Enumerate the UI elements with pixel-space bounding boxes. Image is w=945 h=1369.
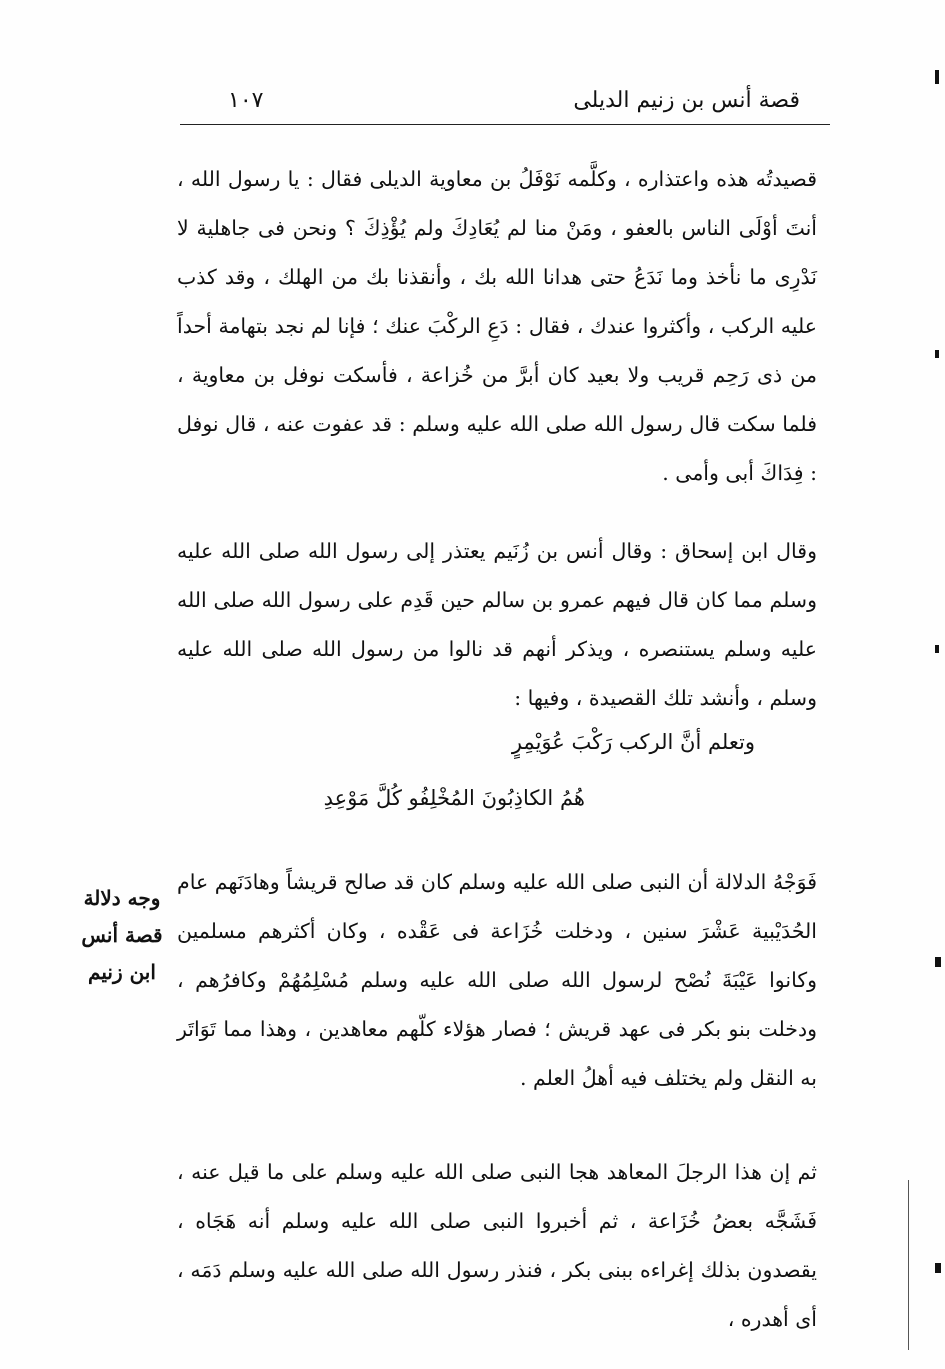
margin-note-line: قصة أنس	[81, 923, 163, 947]
margin-note	[72, 880, 172, 991]
chapter-title: قصة أنس بن زنيم الديلى	[573, 88, 800, 113]
scan-mark	[935, 957, 941, 967]
verse-first-hemistich: وتعلم أنَّ الركب رَكْبَ عُوَيْمِرٍ	[511, 730, 755, 754]
scan-mark	[935, 350, 939, 358]
running-header	[180, 84, 830, 125]
scan-mark	[935, 70, 939, 84]
scan-edge-line	[908, 1180, 909, 1350]
paragraph-2: وقال ابن إسحاق : وقال أنس بن زُنَيم يعتذر إلى رسول الله صلى الله عليه وسلم مما كان قال فيهم عمرو بن سالم حين قَدِم على رسول الله صلى الله عليه وسلم يستنصره ، ويذكر أنهم قد نالوا من رسول الله صلى الله عليه وسلم ، وأنشد تلك القصيدة ، وفيها :	[177, 539, 817, 710]
margin-note-line: ابن زنيم	[88, 960, 156, 984]
verse-second-hemistich: هُمُ الكاذِبُونَ المُخْلِفُو كُلَّ مَوْعِدِ	[323, 786, 585, 810]
paragraph-1: قصيدتُه هذه واعتذاره ، وكلَّمه نَوْفَلُ بن معاوية الديلى فقال : يا رسول الله ، أنتَ أوْلَى الناس بالعفو ، ومَنْ منا لم يُعَادِكَ ولم يُؤْذِكَ ؟ ونحن فى جاهلية لا نَدْرِى ما نأخذ وما نَدَعُ حتى هدانا الله بك ، وأنقذنا بك من الهلك ، وقد كذب عليه الركب ، وأكثروا عندك ، فقال : دَعِ الركْبَ عنك ؛ فإنا لم نجد بتهامة أحداً من ذى رَحِم قريب ولا بعيد كان أبرَّ من خُزاعة ، فأسكت نوفل بن معاوية ، فلما سكت قال رسول الله صلى الله عليه وسلم : قد عفوت عنه ، قال نوفل : فِدَاكَ أبى وأمى .	[177, 167, 817, 485]
scan-mark	[935, 645, 939, 653]
margin-note-line: وجه دلالة	[83, 886, 161, 910]
paragraph-4: ثم إن هذا الرجلَ المعاهد هجا النبى صلى الله عليه وسلم على ما قيل عنه ، فَشَجَّه بعضُ خُزَاعة ، ثم أخبروا النبى صلى الله عليه وسلم أنه هَجَاه ، يقصدون بذلك إغراءه ببنى بكر ، فنذر رسول الله صلى الله عليه وسلم دَمَه ، أى أهدره ،	[177, 1160, 817, 1331]
paragraph-3: فَوَجْهُ الدلالة أن النبى صلى الله عليه وسلم كان قد صالح قريشاً وهادَنَهم عام الحُدَيْبية عَشْرَ سنين ، ودخلت خُزَاعة فى عَقْده ، وكان أكثرهم مسلمين وكانوا عَيْبَةَ نُصْح لرسول الله صلى الله عليه وسلم مُسْلِمُهُمْ وكافرُهم ، ودخلت بنو بكر فى عهد قريش ؛ فصار هؤلاء كلّهم معاهدين ، وهذا مما تَوَاتَر به النقل ولم يختلف فيه أهلُ العلم .	[177, 870, 817, 1090]
scan-mark	[935, 1263, 941, 1273]
page-number: ١٠٧	[228, 88, 264, 113]
